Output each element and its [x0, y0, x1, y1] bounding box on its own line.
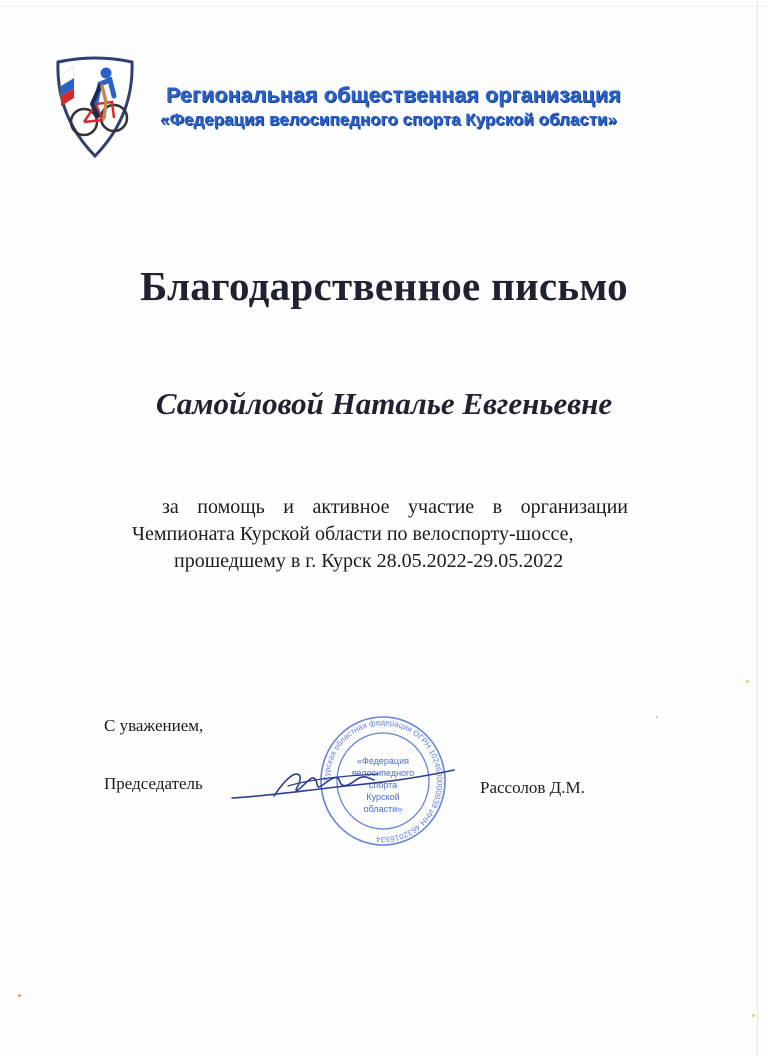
handwritten-signature — [228, 756, 458, 816]
letter-title: Благодарственное письмо — [140, 263, 628, 309]
body-line-2: Чемпионата Курской области по велоспорту-шоссе, — [132, 523, 574, 545]
organization-name-line1: Региональная общественная организация — [166, 83, 621, 107]
stamp-line-2: велосипедного — [351, 768, 415, 778]
scan-edge-top — [0, 6, 768, 7]
signer-name: Рассолов Д.М. — [480, 778, 585, 797]
stamp-line-4: Курской — [366, 792, 400, 802]
letter-body — [130, 494, 640, 575]
stamp-ring-text: Курская областная федерация ОГРН 1024600000939 ИНН 4632016534 — [321, 717, 445, 845]
signer-position: Председатель — [104, 774, 203, 793]
scan-edge-right — [757, 0, 758, 1056]
federation-logo-icon — [52, 56, 138, 160]
body-line-3: прошедшему в г. Курск 28.05.2022-29.05.2022 — [174, 550, 564, 572]
body-line-1: за помощь и активное участие в организации — [162, 496, 628, 518]
scan-speck — [746, 680, 749, 683]
organization-name-line2: «Федерация велосипедного спорта Курской области» — [160, 110, 617, 129]
stamp-line-3: спорта — [368, 780, 398, 790]
scan-speck — [656, 716, 658, 718]
closing-regards: С уважением, — [104, 716, 204, 735]
stamp-line-5: области» — [363, 804, 403, 814]
recipient-name: Самойловой Наталье Евгеньевне — [155, 386, 613, 421]
scan-speck — [18, 994, 21, 997]
stamp-line-1: «Федерация — [357, 756, 409, 766]
scan-speck — [752, 1014, 755, 1017]
